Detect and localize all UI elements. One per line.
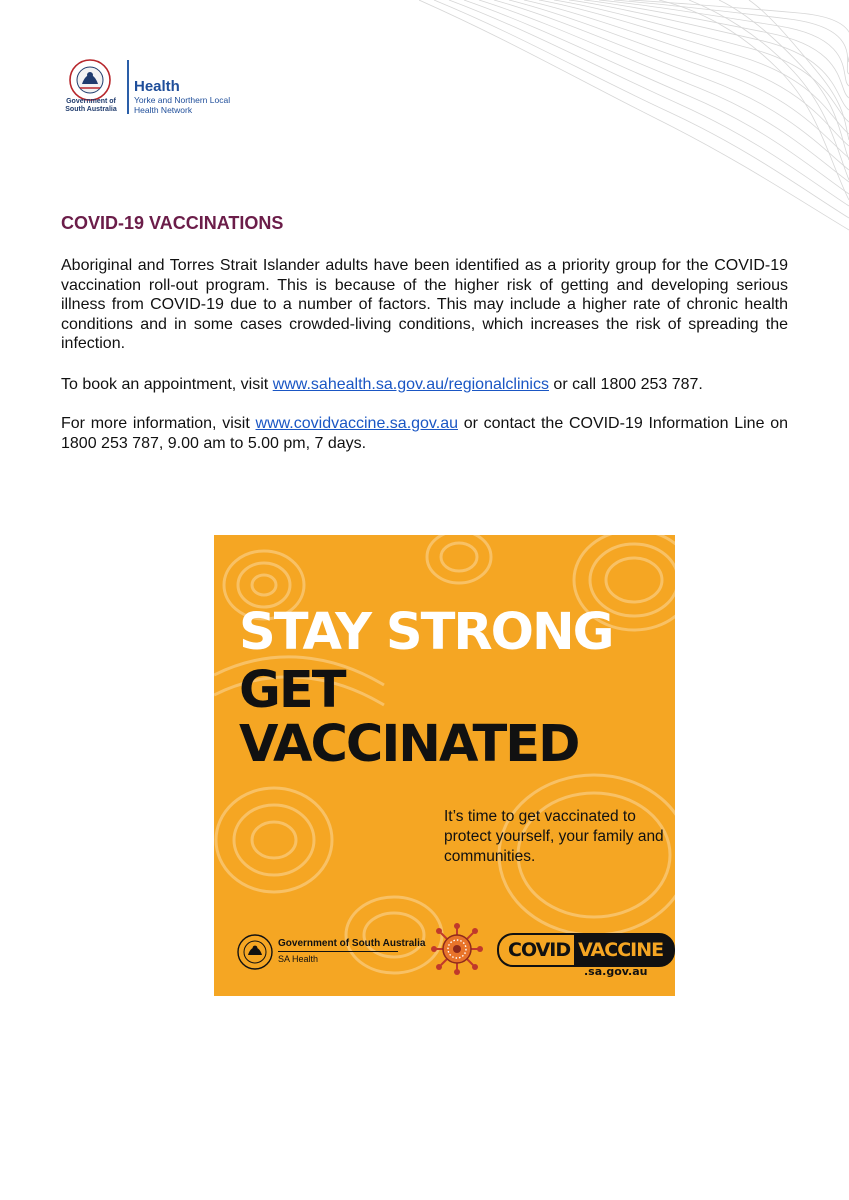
sa-government-crest-icon bbox=[236, 933, 274, 971]
vaccination-poster bbox=[214, 535, 675, 996]
logo-network-text: Yorke and Northern Local Health Network bbox=[134, 95, 231, 115]
information-text-after: or contact the COVID-19 Information Line on 1800 253 787, 9.00 am to 5.00 pm, 7 days. bbox=[61, 415, 788, 452]
headline-stay-strong: STAY STRONG bbox=[239, 603, 613, 662]
covid-vaccine-logo-covid: COVID bbox=[499, 935, 574, 965]
booking-text-before: To book an appointment, visit bbox=[61, 376, 273, 393]
information-paragraph bbox=[61, 414, 788, 453]
regional-clinics-link[interactable]: www.sahealth.sa.gov.au/regionalclinics bbox=[272, 376, 549, 393]
poster-government-label: Government of South Australia bbox=[278, 938, 426, 949]
booking-paragraph bbox=[61, 375, 788, 395]
health-logo bbox=[60, 58, 260, 118]
intro-paragraph: Aboriginal and Torres Strait Islander adults have been identified as a priority group for the COVID-19 vaccination roll-out program. This is because of the higher risk of getting and developing serious illness from COVID-19 due to a number of factors. This may include a higher rate of chronic health conditions and in some cases crowded-living conditions, which increases the risk of spreading the infection. bbox=[61, 257, 788, 352]
covid-vaccine-link[interactable]: www.covidvaccine.sa.gov.au bbox=[255, 415, 458, 432]
poster-message: It’s time to get vaccinated to protect yourself, your family and communities. bbox=[444, 808, 664, 865]
covid-vaccine-logo-vaccine: VACCINE bbox=[574, 935, 673, 965]
topographic-pattern bbox=[419, 0, 849, 240]
covid-vaccine-logo-url: .sa.gov.au bbox=[584, 965, 648, 978]
page-title: COVID-19 VACCINATIONS bbox=[61, 213, 284, 233]
information-text-before: For more information, visit bbox=[61, 415, 256, 432]
booking-text-after: or call 1800 253 787. bbox=[548, 376, 703, 393]
covid-vaccine-logo bbox=[497, 933, 675, 967]
logo-government-text: Government of South Australia bbox=[65, 98, 117, 113]
logo-divider bbox=[127, 60, 129, 114]
sa-crest-icon bbox=[68, 58, 112, 102]
headline-vaccinated: VACCINATED bbox=[239, 715, 579, 774]
dotted-virus-icon bbox=[429, 921, 485, 977]
poster-logo-divider bbox=[278, 951, 398, 952]
poster-sa-health-label: SA Health bbox=[278, 954, 319, 964]
logo-health-text: Health bbox=[134, 78, 180, 95]
headline-get: GET bbox=[239, 661, 345, 720]
